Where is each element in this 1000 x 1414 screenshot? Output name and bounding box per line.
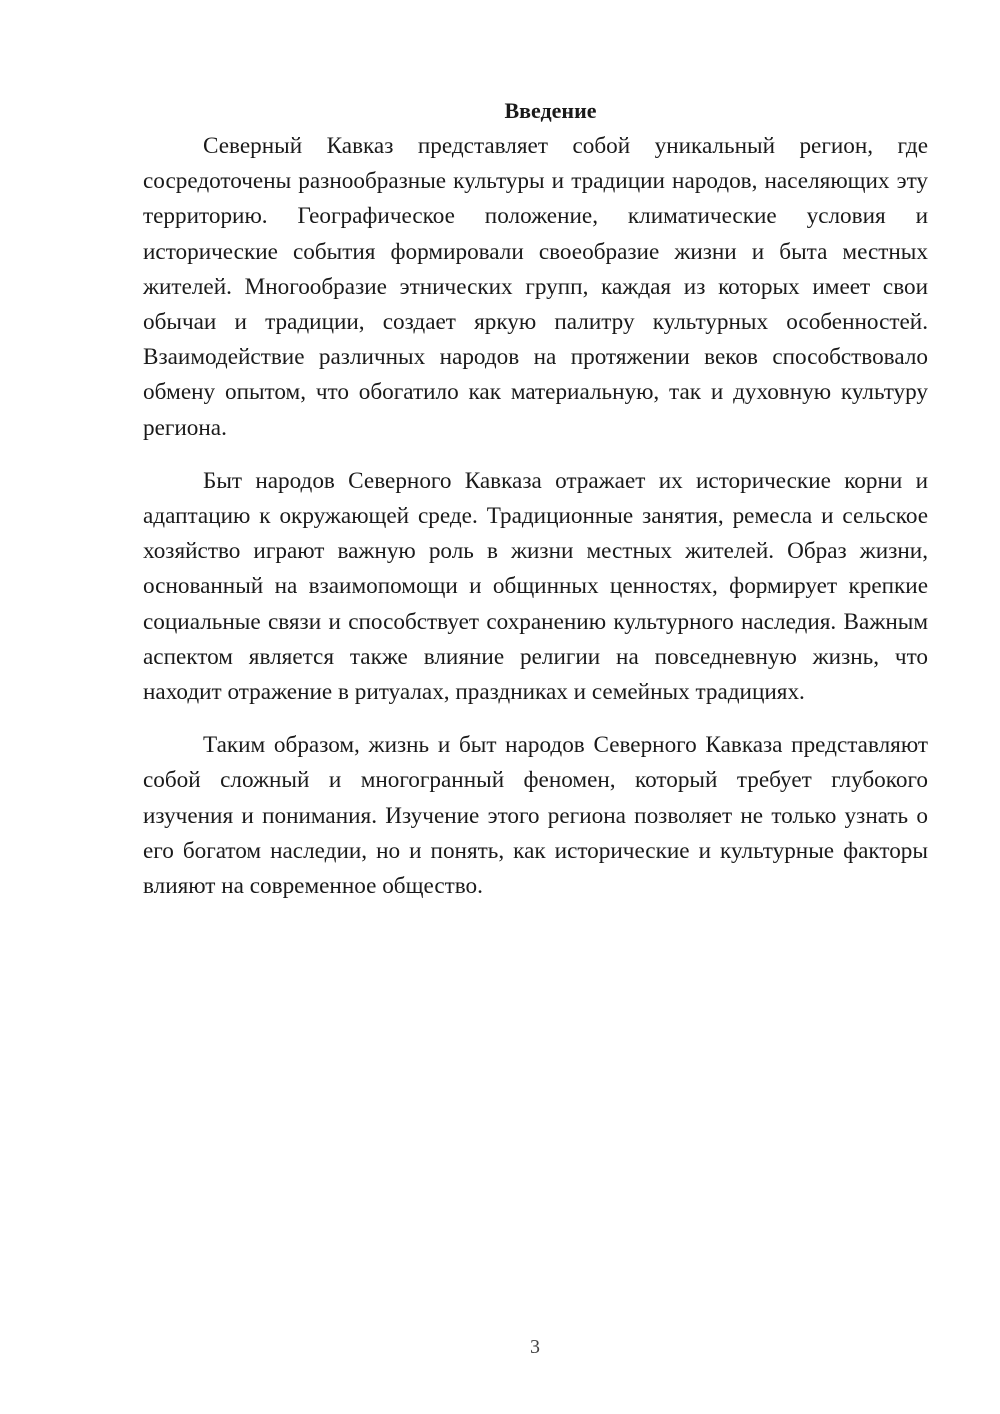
paragraph-1: Северный Кавказ представляет собой уникальный регион, где сосредоточены разнообразные культуры и традиции народов, населяющих эту территорию. Географическое положение, климатические условия и исторические события формировали своеобразие жизни и быта местных жителей. Многообразие этнических групп, каждая из которых имеет свои обычаи и традиции, создает яркую палитру культурных особенностей. Взаимодействие различных народов на протяжении веков способствовало обмену опытом, что обогатило как материальную, так и духовную культуру региона. <box>143 133 928 441</box>
page-title: Введение <box>504 98 597 123</box>
paragraph-3: Таким образом, жизнь и быт народов Северного Кавказа представляют собой сложный и многогранный феномен, который требует глубокого изучения и понимания. Изучение этого региона позволяет не только узнать о его богатом наследии, но и понять, как исторические и культурные факторы влияют на современное общество. <box>143 732 928 900</box>
paragraph-2: Быт народов Северного Кавказа отражает их исторические корни и адаптацию к окружающей среде. Традиционные занятия, ремесла и сельское хозяйство играют важную роль в жизни местных жителей. Образ жизни, основанный на взаимопомощи и общинных ценностях, формирует крепкие социальные связи и способствует сохранению культурного наследия. Важным аспектом является также влияние религии на повседневную жизнь, что находит отражение в ритуалах, праздниках и семейных традициях. <box>143 467 928 706</box>
page-number: 3 <box>530 1336 540 1358</box>
page-content <box>143 96 928 922</box>
